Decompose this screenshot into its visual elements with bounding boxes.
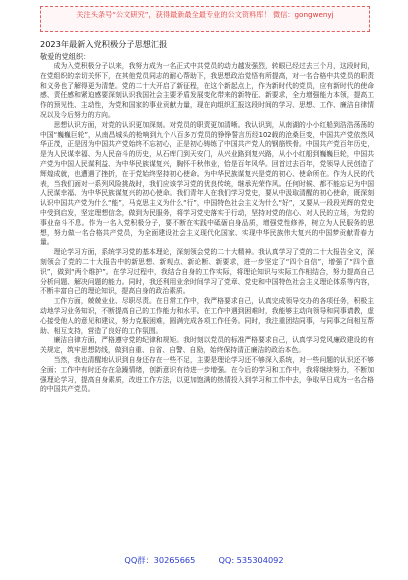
document-body bbox=[40, 62, 374, 395]
promo-banner bbox=[40, 6, 370, 32]
salutation: 敬爱的党组织： bbox=[40, 52, 91, 61]
paragraph: 成为入党积极分子以来，我努力成为一名正式中共党员的动力越发强烈，转眼已经过去三个月，这段时间，在党组织的亲切关怀下，在其他党员同志的耐心帮助下，我思想政治觉悟有所提高，对一名合格中共党员的职责和义务也了解得更为清楚。党的二十大开启了新征程，在这个新起点上，作为新时代的党员，应有新时代的使命感、责任感和紧迫感要深刻认识我国社会主要矛盾发展变化带来的新特征、新要求，全力增强能力本领，提高工作的预见性、主动性，为党和国家的事业贡献力量，现在向组织汇报这段时间的学习、思想、工作、廉洁自律情况以及今后努力的方向。 bbox=[40, 62, 374, 119]
paragraph: 思想认识方面，对党的认识更加深刻。对党员的职责更加清晰。我认识到，从南湖的小小红船到浩浩荡荡的中国“巍巍巨轮”，从南昌城头的枪响到九个八百多万党员的铮铮誓言历经102载的沧桑巨变，中国共产党依然风华正茂，正是因为中国共产党始终不忘初心，正是初心铸练了中国共产党人的钢筋铁骨。中国共产党百年历史，是为人民谋幸福、为人民奋斗的历史，从石库门到天安门，从兴业路到复兴路，从小小红船到巍巍巨轮，中国共产党为中国人民谋利益、为中华民族谋复兴，胸怀千秋伟业，恰是百年风华。回首过去百年，党领导人民创造了辉煌成就，也遭遇了挫折，在于党始终坚持初心使命。为中华民族谋复兴是党的初心、使命所在。作为人民的代表，当我们面对一系列风险挑战时，我们应该学习党的优良传统，继承光荣作风。任何时候、都不能忘记为中国人民谋幸福、为中华民族谋复兴的初心使命。我们青年人在我们学习党史，要从中汲取清醒的初心使命，既深刻认识中国共产党为什么“能”，马克思主义为什么“行”，中国特色社会主义为什么“好”，又要从一段段光辉的党史中受到启发，坚定理想信念，做到为民服务，将学习党史落实于行动，坚持对党的信心、对人民的立场，为党的事业奋斗不息。作为一名入党积极分子，要不断在实践中砥砺自身品质，增强党性修养，树立为人民服务的思想，努力做一名合格共产党员，为全面建设社会主义现代化国家、实现中华民族伟大复兴的中国梦贡献青春力量。 bbox=[40, 120, 374, 247]
paragraph: 廉洁自律方面，严格遵守党的纪律和规矩。我时刻以党员的标准严格要求自己，认真学习党风廉政建设的有关规定，筑牢思想防线，做到自重、自省、自警、自励，始终保持清正廉洁的政治本色。 bbox=[40, 336, 374, 355]
paragraph: 理论学习方面，系统学习党的基本理论，深刻领会党的二十大精神。我认真学习了党的二十大报告全文，深刻领会了党的二十大报告中的新思想、新观点、新论断、新要求，进一步坚定了“四个自信”，增强了“四个意识”，做到“两个维护”。在学习过程中，我结合自身的工作实际，将理论知识与实际工作相结合，努力提高自己分析问题、解决问题的能力。同时，我还利用业余时间学习了党章、党史和中国特色社会主义理论体系等内容，不断丰富自己的理论知识，提高自身的政治素质。 bbox=[40, 248, 374, 296]
paragraph: 工作方面，兢兢业业、尽职尽责。在日常工作中，我严格要求自己，认真完成领导交办的各项任务，积极主动地学习业务知识，不断提高自己的工作能力和水平。在工作中遇到困难时，我能够主动向领导和同事请教，虚心接受他人的意见和建议，努力克服困难，圆满完成各项工作任务。同时，我注重团结同事，与同事之间相互帮助、相互支持，营造了良好的工作氛围。 bbox=[40, 297, 374, 335]
qq-group-link[interactable]: QQ群：30265665 bbox=[124, 555, 196, 565]
promo-banner-text: 关注头条号“公文研究”，获得最新最全最专业的公文资料库！ 微信：gongwenyj bbox=[76, 11, 334, 19]
paragraph: 当然，我也清醒地认识到自身还存在一些不足，主要是理论学习还不够深入系统，对一些问题的认识还不够全面；工作中有时还存在急躁情绪，创新意识有待进一步增强。在今后的学习和工作中，我将继续努力，不断加强理论学习，提高自身素质，改进工作方法，以更加饱满的热情投入到学习和工作中去，争取早日成为一名合格的中国共产党员。 bbox=[40, 355, 374, 394]
footer-contact bbox=[0, 548, 408, 564]
document-title: 2023年最新入党积极分子思想汇报 bbox=[40, 39, 168, 49]
qq-contact-link[interactable]: QQ: 535304092 bbox=[218, 555, 284, 565]
